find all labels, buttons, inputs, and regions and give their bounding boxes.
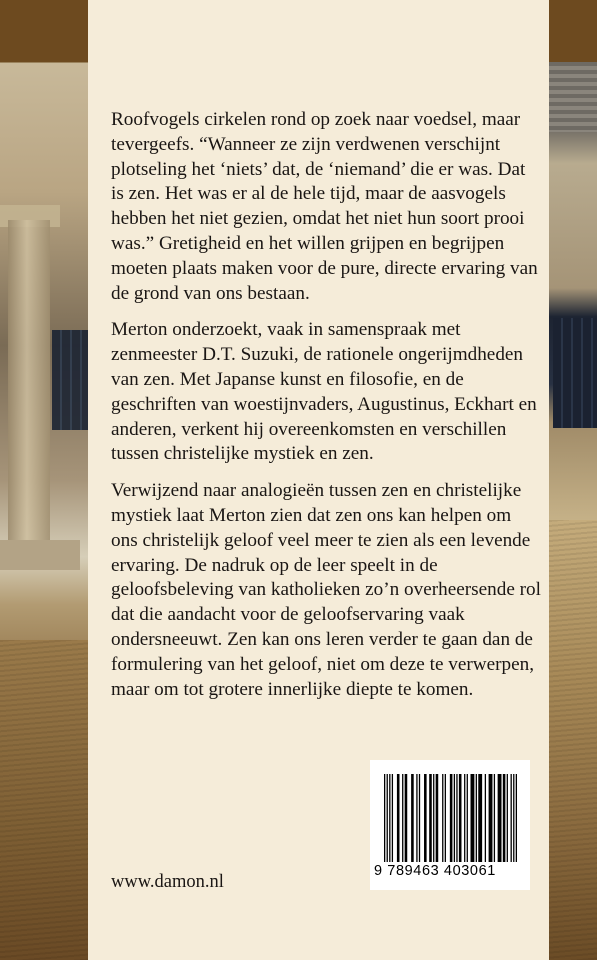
barcode-bar [513, 774, 514, 862]
barcode-bar [405, 774, 408, 862]
barcode-bar [387, 774, 388, 862]
barcode-bar [416, 774, 417, 862]
barcode-bar [507, 774, 508, 862]
barcode-bar [433, 774, 434, 862]
barcode-bar [485, 774, 486, 862]
barcode-bar [459, 774, 462, 862]
column-base [0, 540, 80, 570]
barcode-bar [503, 774, 506, 862]
barcode-bar [471, 774, 475, 862]
barcode-bar [456, 774, 457, 862]
barcode-bar [450, 774, 453, 862]
cover-photo-left [0, 0, 88, 960]
raked-gravel [0, 640, 88, 960]
barcode-bar [498, 774, 502, 862]
tiled-wall [52, 330, 88, 430]
barcode-bar [516, 774, 517, 862]
barcode-bar [442, 774, 443, 862]
barcode-bar [454, 774, 455, 862]
tiled-wall [553, 318, 597, 428]
barcode-bar [389, 774, 390, 862]
barcode-bar [424, 774, 427, 862]
blurb-paragraph-2: Merton onderzoekt, vaak in samenspraak met zenmeester D.T. Suzuki, de rationele ongerijmdheden van zen. Met Japanse kunst en filosofie, en de geschriften van woestijnvaders, Augustinus, Eckhart en anderen, verkent hij overeenkomsten en verschillen tussen christelijke mystiek en zen. [111, 319, 537, 465]
barcode-bar [464, 774, 465, 862]
barcode-bar [384, 774, 385, 862]
barcode-bar [445, 774, 446, 862]
isbn-barcode [370, 760, 530, 890]
barcode-bar [436, 774, 439, 862]
barcode-bar [494, 774, 495, 862]
barcode-bar [402, 774, 403, 862]
barcode-bar [429, 774, 432, 862]
barcode-bar [467, 774, 468, 862]
barcode-bar [476, 774, 477, 862]
raked-gravel [549, 520, 597, 960]
barcode-bar [489, 774, 493, 862]
blurb [111, 108, 541, 714]
isbn-number: 9 789463 403061 [374, 863, 496, 879]
blurb-paragraph-3: Verwijzend naar analogieën tussen zen en christelijke mystiek laat Merton zien dat zen ons kan helpen om ons christelijk geloof veel meer te zien als een levende ervaring. De nadruk op de leer speelt in de geloofsbeleving van katholieken zo’n overheersende rol dat die aandacht voor de geloofservaring vaak ondersneeuwt. Zen kan ons leren verder te gaan dan de formulering van het geloof, niet om deze te verwerpen, maar om tot grotere innerlijke diepte te komen. [111, 480, 541, 700]
barcode-bar [419, 774, 420, 862]
barcode-bar [397, 774, 400, 862]
barcode-bar [392, 774, 393, 862]
barcode-bar [511, 774, 512, 862]
stone-column [8, 220, 50, 560]
barcode-bars [384, 774, 519, 864]
publisher-website: www.damon.nl [111, 872, 224, 892]
roof-tiles [549, 62, 597, 132]
blurb-paragraph-1: Roofvogels cirkelen rond op zoek naar voedsel, maar tevergeefs. “Wanneer ze zijn verdwenen verschijnt plotseling het ‘niets’ dat, de ‘niemand’ die er was. Dat is zen. Het was er al de hele tijd, maar de aasvogels hebben het niet gezien, omdat het niet hun soort prooi was.” Gretigheid en het willen grijpen en begrijpen moeten plaats maken voor de pure, directe ervaring van de grond van ons bestaan. [111, 109, 538, 304]
barcode-bar [411, 774, 414, 862]
barcode-bar [478, 774, 482, 862]
